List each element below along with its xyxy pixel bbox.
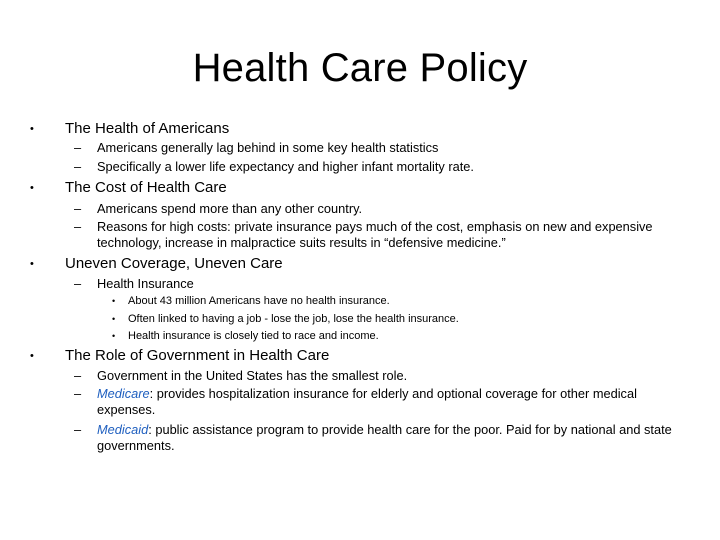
subsubpoint-text: About 43 million Americans have no health insurance. [128,295,390,307]
subpoint-medicaid [74,422,674,454]
subpoint [74,201,674,217]
section-heading: The Role of Government in Health Care [65,347,330,364]
section-heading: The Cost of Health Care [65,179,227,196]
medicare-link[interactable]: Medicare [97,386,150,401]
subpoint-text [97,386,674,418]
dash-icon: – [74,386,82,401]
subpoint-text: Americans generally lag behind in some key health statistics [97,140,439,155]
subpoint-text: Reasons for high costs: private insurance pays much of the cost, emphasis on new and expensive technology, increase in malpractice suits results in “defensive medicine.” [97,219,653,250]
dash-icon: – [74,219,82,234]
subpoint [74,140,674,156]
subpoint-text [97,422,674,454]
subpoint-text: Government in the United States has the smallest role. [97,368,408,383]
subsubpoint-text: Health insurance is closely tied to race and income. [128,330,379,342]
subsubpoint [112,329,672,343]
section-heading: Uneven Coverage, Uneven Care [65,255,283,272]
subpoint [74,219,674,251]
subpoint [74,368,674,384]
bullet-icon: • [30,123,34,135]
bullet-icon: • [30,258,34,270]
dash-icon: – [74,276,82,291]
slide-title: Health Care Policy [192,46,528,90]
subpoint-text: Specifically a lower life expectancy and higher infant mortality rate. [97,159,474,174]
medicare-description: : provides hospitalization insurance for elderly and optional coverage for other medical expenses. [97,386,637,417]
subpoint-medicare [74,386,674,418]
subpoint-text: Americans spend more than any other country. [97,201,363,216]
bullet-icon: • [112,331,116,341]
bullet-icon: • [112,314,116,324]
dash-icon: – [74,422,82,437]
subpoint-text: Health Insurance [97,276,194,291]
section-heading: The Health of Americans [65,120,230,137]
subsubpoint-text: Often linked to having a job - lose the job, lose the health insurance. [128,313,459,325]
dash-icon: – [74,368,82,383]
subsubpoint [112,294,672,308]
medicaid-link[interactable]: Medicaid [97,422,149,437]
subsubpoint [112,312,672,326]
bullet-icon: • [112,296,116,306]
dash-icon: – [74,140,82,155]
dash-icon: – [74,201,82,216]
medicaid-description: : public assistance program to provide health care for the poor. Paid for by national and state governments. [97,422,672,453]
bullet-icon: • [30,350,34,362]
dash-icon: – [74,159,82,174]
subpoint [74,276,674,292]
subpoint [74,159,674,175]
bullet-icon: • [30,182,34,194]
